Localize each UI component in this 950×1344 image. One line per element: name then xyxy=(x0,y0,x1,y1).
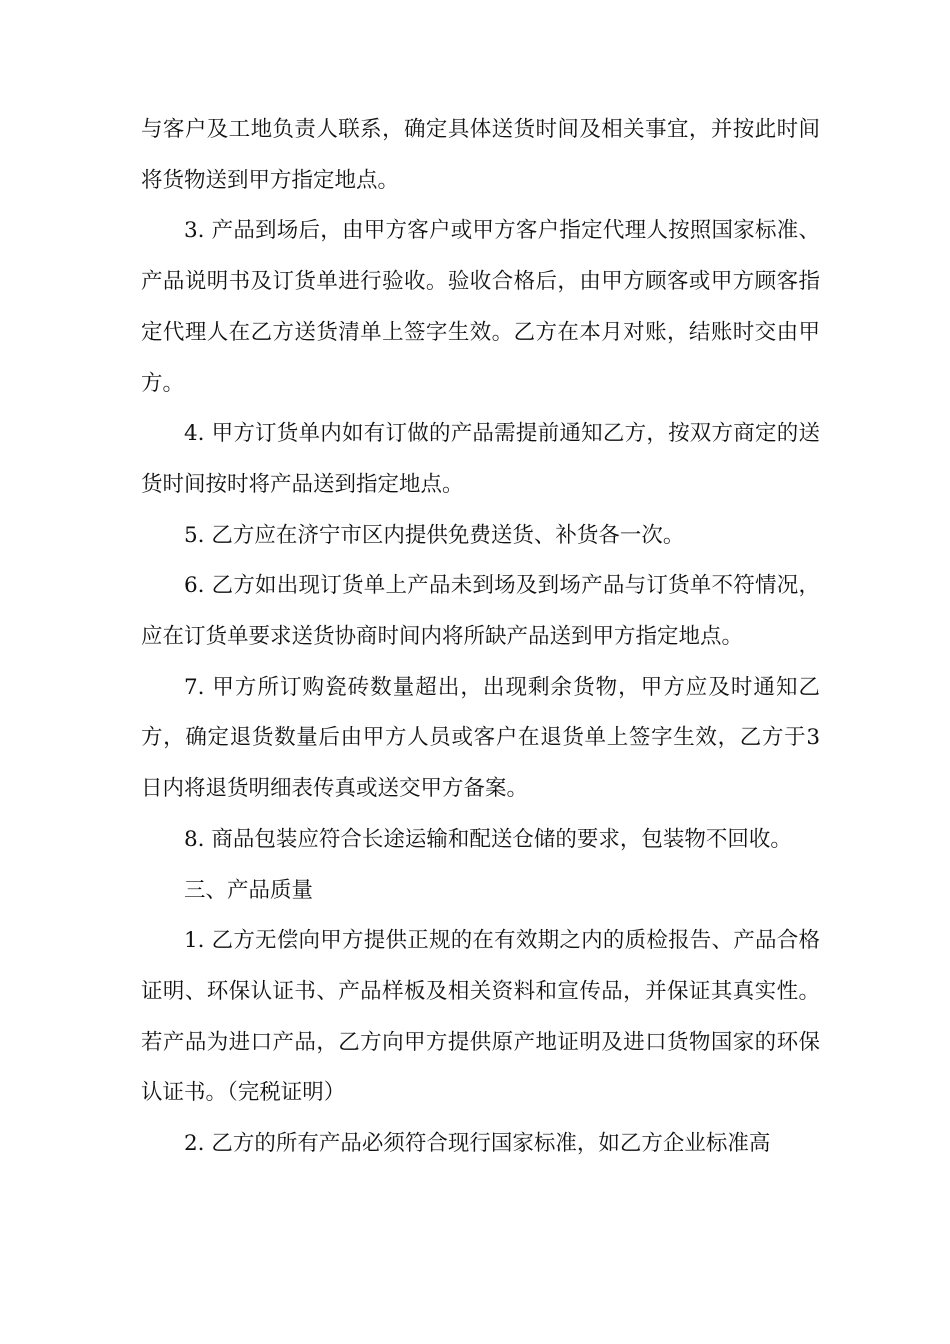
paragraph-quality-item-1-certificates: 1. 乙方无偿向甲方提供正规的在有效期之内的质检报告、产品合格证明、环保认证书、产品样板及相关资料和宣传品，并保证其真实性。若产品为进口产品，乙方向甲方提供原产地证明及进口货物国家的环保认证书。（完税证明） xyxy=(141,928,820,1106)
section-heading-product-quality: 三、产品质量 xyxy=(184,877,314,903)
paragraph-item-8-packaging: 8. 商品包装应符合长途运输和配送仓储的要求，包装物不回收。 xyxy=(184,826,792,852)
paragraph-item-7-returns: 7. 甲方所订购瓷砖数量超出，出现剩余货物，甲方应及时通知乙方，确定退货数量后由甲方人员或客户在退货单上签字生效，乙方于3日内将退货明细表传真或送交甲方备案。 xyxy=(141,674,820,802)
paragraph-delivery-contact: 与客户及工地负责人联系，确定具体送货时间及相关事宜，并按此时间将货物送到甲方指定地点。 xyxy=(141,117,820,193)
paragraph-item-3-acceptance: 3. 产品到场后，由甲方客户或甲方客户指定代理人按照国家标准、产品说明书及订货单进行验收。验收合格后，由甲方顾客或甲方顾客指定代理人在乙方送货清单上签字生效。乙方在本月对账，结账时交由甲方。 xyxy=(141,218,820,396)
paragraph-item-4-custom-order: 4. 甲方订货单内如有订做的产品需提前通知乙方，按双方商定的送货时间按时将产品送到指定地点。 xyxy=(141,421,820,497)
paragraph-item-5-free-delivery: 5. 乙方应在济宁市区内提供免费送货、补货各一次。 xyxy=(184,522,685,548)
paragraph-item-6-missing-products: 6. 乙方如出现订货单上产品未到场及到场产品与订货单不符情况，应在订货单要求送货协商时间内将所缺产品送到甲方指定地点。 xyxy=(141,573,820,650)
paragraph-quality-item-2-standards: 2. 乙方的所有产品必须符合现行国家标准，如乙方企业标准高 xyxy=(184,1131,771,1157)
